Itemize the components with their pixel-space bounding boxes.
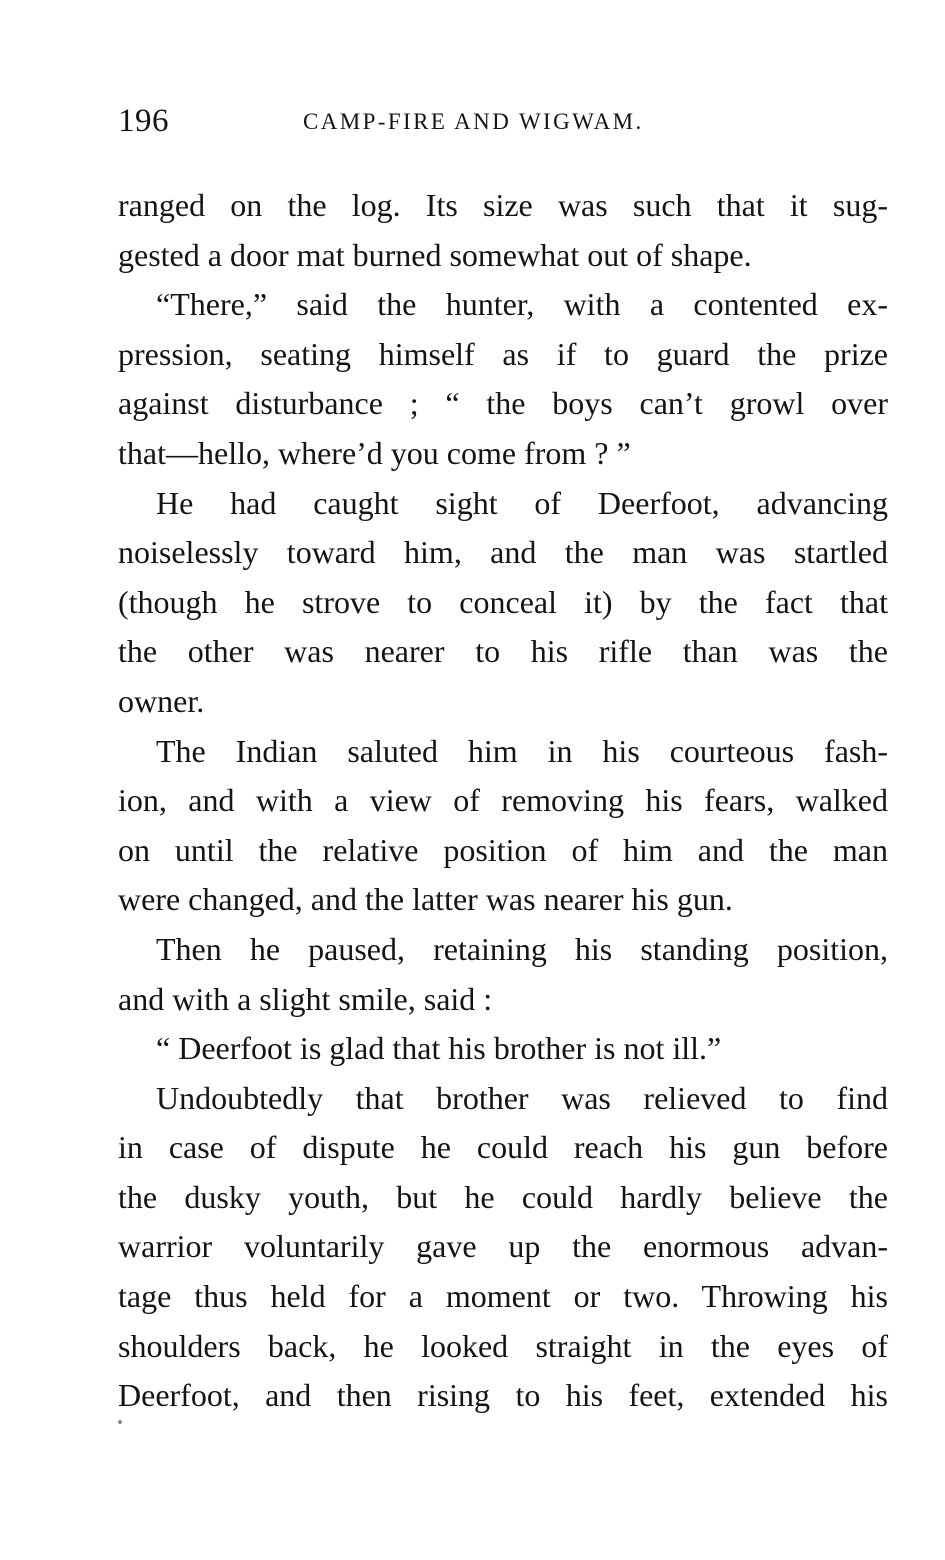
text-line: The Indian saluted him in his courteous fash- <box>156 732 888 769</box>
text-line: Deerfoot, and then rising to his feet, extended his <box>118 1377 888 1414</box>
text-line: ranged on the log. Its size was such that it sug- <box>118 187 888 223</box>
text-line: shoulders back, he looked straight in the eyes of <box>118 1327 888 1364</box>
text-line: the other was nearer to his rifle than was the <box>118 633 888 670</box>
text-line: ion, and with a view of removing his fears, walked <box>118 782 888 819</box>
text-line: He had caught sight of Deerfoot, advancing <box>156 484 888 521</box>
text-line: in case of dispute he could reach his gun before <box>118 1129 888 1166</box>
text-line: were changed, and the latter was nearer his gun. <box>118 881 733 918</box>
text-line: gested a door mat burned somewhat out of shape. <box>118 236 752 273</box>
text-line: “ Deerfoot is glad that his brother is not ill.” <box>156 1030 722 1067</box>
ink-speck <box>118 1420 122 1424</box>
text-line: pression, seating himself as if to guard the prize <box>118 335 888 372</box>
text-line: owner. <box>118 682 205 719</box>
text-line: (though he strove to conceal it) by the fact that <box>118 583 888 620</box>
text-line: that—hello, where’d you come from ? ” <box>118 434 631 471</box>
text-line: tage thus held for a moment or two. Throwing his <box>118 1278 888 1315</box>
text-line: and with a slight smile, said : <box>118 980 493 1017</box>
running-head: CAMP-FIRE AND WIGWAM. <box>303 109 644 134</box>
text-line: “There,” said the hunter, with a contented ex- <box>156 286 888 323</box>
text-line: against disturbance ; “ the boys can’t growl over <box>118 385 888 422</box>
text-line: the dusky youth, but he could hardly believe the <box>118 1178 888 1215</box>
text-line: noiselessly toward him, and the man was startled <box>118 534 888 571</box>
text-line: warrior voluntarily gave up the enormous advan- <box>118 1228 888 1265</box>
page-header <box>118 96 888 146</box>
page-number: 196 <box>118 103 169 139</box>
body-text <box>118 181 888 1421</box>
text-line: Undoubtedly that brother was relieved to find <box>156 1079 888 1116</box>
text-line: Then he paused, retaining his standing position, <box>156 930 888 967</box>
text-line: on until the relative position of him and the man <box>118 831 888 868</box>
